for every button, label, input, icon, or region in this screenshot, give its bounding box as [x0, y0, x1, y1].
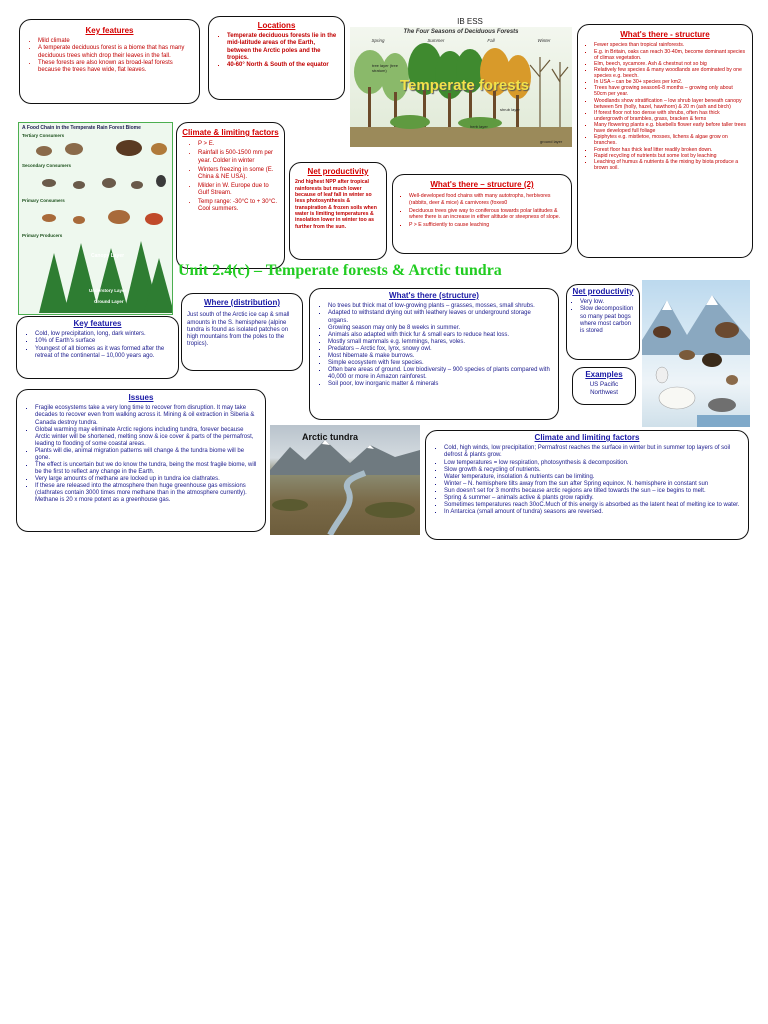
tundra-examples-box	[572, 367, 636, 405]
season-label-spring: Spring	[371, 38, 385, 43]
list-item: ▪ 10% of Earth's surface	[35, 338, 172, 345]
temperate-net-productivity-text: 2nd highest NPP after tropical rainforests but much lower because of leaf fall in winter so less photosynthesis & transpiration & frozen soils when water is limiting temperatures & insolation lower in winter too as further from the sun.	[295, 179, 377, 230]
food-chain-image	[18, 122, 173, 315]
tundra-issues-title: Issues	[128, 393, 154, 402]
list-item: ▪ Deciduous trees give way to coniferous towards polar latitudes & where there is an increase in either altitude or steepness of slope.	[409, 208, 565, 220]
four-seasons-forest-image	[350, 27, 572, 147]
list-item: ▪ Elm, beech, sycamore. Ash & chestnut not so big	[594, 61, 746, 67]
list-item: ▪ Soil poor, low inorganic matter & minerals	[328, 381, 552, 388]
food-chain-animals-illustration	[19, 123, 173, 315]
list-item: ▪ Very low.	[580, 299, 635, 306]
ground-layer-label: Ground Layer	[94, 299, 124, 304]
list-item: ▪ E.g. in Britain, oaks can reach 30-40m, become dominant species of climax vegetation.	[594, 49, 746, 61]
list-item: ▪ Predators – Arctic fox, lynx, snowy owl.	[328, 346, 552, 353]
temperate-structure-list	[584, 42, 746, 171]
list-item: ▪ Woodlands show stratification – low shrub layer beneath canopy between 5m (holly, hazel, hawthorn) & 20 m (ash and birch)	[594, 98, 746, 110]
temperate-locations-title: Locations	[257, 21, 296, 30]
tundra-issues-box	[16, 389, 266, 532]
understory-layer-label: Understory Layer	[89, 288, 127, 293]
list-item: ▪ Cold, low precipitation, long, dark winters.	[35, 331, 172, 338]
temperate-locations-box	[208, 16, 345, 100]
list-item: ▪ Very large amounts of methane are locked up in tundra ice clathrates.	[35, 476, 259, 483]
temperate-structure2-box	[392, 174, 572, 254]
temperate-forests-overlay: Temperate forests	[400, 77, 529, 94]
tundra-key-features-title: Key features	[73, 319, 122, 328]
list-item: ▪ If forest floor not too dense with shrubs, often has thick undergrowth of brambles, grass, bracken & ferns	[594, 110, 746, 122]
list-item: ▪ Water temperature, insolation & nutrients can be limiting.	[444, 474, 742, 481]
list-item: ▪ Youngest of all biomes as it was formed after the retreat of the continental – 10,000 years ago.	[35, 346, 172, 360]
tundra-climate-box	[425, 430, 749, 540]
temperate-structure-box	[577, 24, 753, 258]
season-label-summer: Summer	[427, 38, 445, 43]
list-item: ▪ Temperate deciduous forests lie in the mid-latitude areas of the Earth, between the Arctic poles and the tropics.	[227, 33, 338, 61]
temperate-structure2-list	[399, 193, 565, 228]
list-item: ▪ Simple ecosystem with few species.	[328, 360, 552, 367]
tundra-where-box	[181, 293, 303, 371]
food-chain-level-primary-consumers: Primary Consumers	[22, 198, 65, 203]
food-chain-level-tertiary: Tertiary Consumers	[22, 133, 65, 138]
layer-label-ground: ground layer	[540, 139, 563, 144]
list-item: • A temperate deciduous forest is a biome that has many deciduous trees which drop their leaves in the fall.	[38, 45, 193, 59]
list-item: ▪ In Antarcica (small amount of tundra) seasons are reversed.	[444, 509, 742, 516]
four-seasons-title: The Four Seasons of Deciduous Forests	[403, 29, 519, 35]
food-chain-level-producers: Primary Producers	[22, 233, 63, 238]
tundra-examples-title: Examples	[585, 370, 623, 379]
tundra-structure-list	[316, 303, 552, 388]
list-item: ▪ Animals also adapted with thick fur & small ears to reduce heat loss.	[328, 332, 552, 339]
list-item: ▪ Well-developed food chains with many autotrophs, herbivores (rabbits, deer & mice) & carnivores (foxes0	[409, 193, 565, 205]
tundra-key-features-box	[16, 316, 179, 379]
season-label-fall: Fall	[487, 38, 495, 43]
tundra-structure-box	[309, 288, 559, 420]
list-item: ▪ Slow growth & recycling of nutrients.	[444, 467, 742, 474]
list-item: ▪ Adapted to withstand drying out with leathery leaves or underground storage organs.	[328, 310, 552, 324]
tundra-where-text: Just south of the Arctic ice cap & small amounts in the S. hemisphere (alpine tundra is found as isolated patches on high mountains from the poles to the tropics).	[187, 312, 290, 348]
list-item: ▪ No trees but thick mat of low-growing plants – grasses, mosses, small shrubs.	[328, 303, 552, 310]
tundra-climate-list	[432, 445, 742, 516]
list-item: ▪ Leaching of humus & nutrients & the mixing by biota produce a brown soil.	[594, 159, 746, 171]
list-item: • Rainfall is 500-1500 mm per year. Colder in winter	[198, 150, 279, 164]
page-title: Unit 2.4(c) – Temperate forests & Arctic tundra	[178, 262, 502, 279]
list-item: ▪ Many flowering plants e.g. bluebells flower early before taller trees have developed full foliage	[594, 122, 746, 134]
tundra-examples-text: US Pacific Northwest	[589, 381, 619, 396]
list-item: ▪ Fewer species than tropical rainforests.	[594, 42, 746, 48]
temperate-net-productivity-box	[289, 162, 387, 260]
layer-label-shrub: shrub layer	[500, 107, 520, 112]
list-item: ▪ P > E sufficiently to cause leaching	[409, 222, 565, 228]
list-item: • P > E.	[198, 141, 279, 148]
list-item: ▪ Trees have growing season6-8 months – growing only about 50cm per year.	[594, 85, 746, 97]
tundra-key-features-list	[23, 331, 172, 359]
temperate-structure-title: What's there - structure	[620, 30, 710, 39]
arctic-tundra-photo	[270, 425, 420, 535]
list-item: ▪ 40-60° North & South of the equator	[227, 62, 338, 69]
tundra-issues-list	[23, 405, 259, 504]
list-item: ▪ Sometimes temperatures reach 30oC.Much of this energy is absorbed as the latent heat of melting ice to water.	[444, 502, 742, 509]
list-item: ▪ Slow decomposition so many peat bogs where most carbon is stored	[580, 306, 635, 334]
tundra-net-productivity-title: Net productivity	[572, 287, 634, 296]
list-item: ▪ Cold, high winds, low precipitation; Permafrost reaches the surface in winter but in summer top layers of soil defrost & plants grow.	[444, 445, 742, 459]
layer-label-tree: tree layer (tree stratum)	[372, 63, 399, 73]
arctic-animals-illustration	[642, 280, 750, 427]
arctic-tundra-photo-label: Arctic tundra	[302, 432, 359, 442]
ib-ess-label: IB ESS	[457, 17, 483, 26]
list-item: • Temp range: -30°C to + 30°C. Cool summers.	[198, 199, 279, 213]
list-item: ▪ Spring & summer – animals active & plants grow rapidly.	[444, 495, 742, 502]
list-item: ▪ Winter – N. hemisphere tilts away from the sun after Spring equinox. N. hemisphere in constant sun	[444, 481, 742, 488]
list-item: ▪ Most hibernate & make burrows.	[328, 353, 552, 360]
tundra-where-title: Where (distribution)	[204, 298, 280, 307]
temperate-climate-title: Climate & limiting factors	[182, 128, 279, 137]
list-item: ▪ If these are released into the atmosphere then huge greenhouse gas emissions (clathrates contain 3000 times more methane than in the atmosphere currently). Methane is 20 x more potent as a greenhouse gas.	[35, 483, 259, 504]
list-item: • Mild climate	[38, 38, 193, 45]
list-item: ▪ Relatively few species & many woodlands are dominated by one species e.g. beech.	[594, 67, 746, 79]
season-label-winter: Winter	[537, 38, 551, 43]
temperate-net-productivity-title: Net productivity	[307, 167, 369, 176]
temperate-climate-box	[176, 122, 285, 269]
temperate-key-features-box	[19, 19, 200, 104]
list-item: ▪ Often bare areas of ground. Low biodiversity – 900 species of plants compared with 40,000 or more in Amazon rainforest.	[328, 367, 552, 381]
list-item: • These forests are also known as broad-leaf forests because the trees have wide, flat leaves.	[38, 60, 193, 74]
temperate-key-features-list	[26, 38, 193, 73]
tundra-climate-title: Climate and limiting factors	[534, 433, 640, 442]
food-chain-level-secondary: Secondary Consumers	[22, 163, 72, 168]
tundra-structure-title: What's there (structure)	[389, 291, 479, 300]
tundra-net-productivity-list	[571, 299, 635, 334]
list-item: ▪ Rapid recycling of nutrients but some lost by leaching	[594, 153, 746, 159]
list-item: ▪ Low temperatures = low respiration, photosynthesis & decomposition.	[444, 460, 742, 467]
list-item: ▪ The effect is uncertain but we do know the tundra, being the most fragile biome, will be the first to reflect any change in the Earth.	[35, 462, 259, 476]
list-item: ▪ In USA – can be 30+ species per km2.	[594, 79, 746, 85]
list-item: • Winters freezing in some (E. China & NE USA).	[198, 167, 279, 181]
temperate-key-features-title: Key features	[85, 26, 134, 35]
list-item: ▪ Plants will die, animal migration patterns will change & the tundra biome will be gone.	[35, 448, 259, 462]
temperate-structure2-title: What's there – structure (2)	[430, 180, 534, 189]
list-item: ▪ Forest floor has thick leaf litter readily broken down.	[594, 147, 746, 153]
tundra-net-productivity-box	[566, 284, 640, 360]
list-item: • Milder in W. Europe due to Gulf Stream.	[198, 183, 279, 197]
temperate-locations-list	[215, 33, 338, 68]
arctic-animals-image	[642, 280, 750, 427]
list-item: ▪ Fragile ecosystems take a very long time to recover from disruption. It may take decades to recover even from walking across it. Mining & oil extraction in Siberia & Canada destroy tundra.	[35, 405, 259, 426]
temperate-climate-list	[182, 141, 279, 213]
canopy-layer-label: Canopy Layer	[91, 253, 125, 259]
list-item: ▪ Sun doesn't set for 3 months because arctic regions are tilted towards the sun – ice begins to melt.	[444, 488, 742, 495]
list-item: ▪ Growing season may only be 8 weeks in summer.	[328, 325, 552, 332]
list-item: ▪ Mostly small mammals e.g. lemmings, hares, voles.	[328, 339, 552, 346]
layer-label-herb: herb layer	[470, 124, 488, 129]
list-item: ▪ Global warming may eliminate Arctic regions including tundra, forever because Arctic winter will be shortened, melting snow & ice cover & parts of the permafrost, leading to flooding of some coastal areas.	[35, 427, 259, 448]
food-chain-title: A Food Chain in the Temperate Rain Forest Biome	[22, 125, 141, 131]
list-item: ▪ Epiphytes e.g. mistletoe, mosses, lichens & algae grow on branches.	[594, 134, 746, 146]
